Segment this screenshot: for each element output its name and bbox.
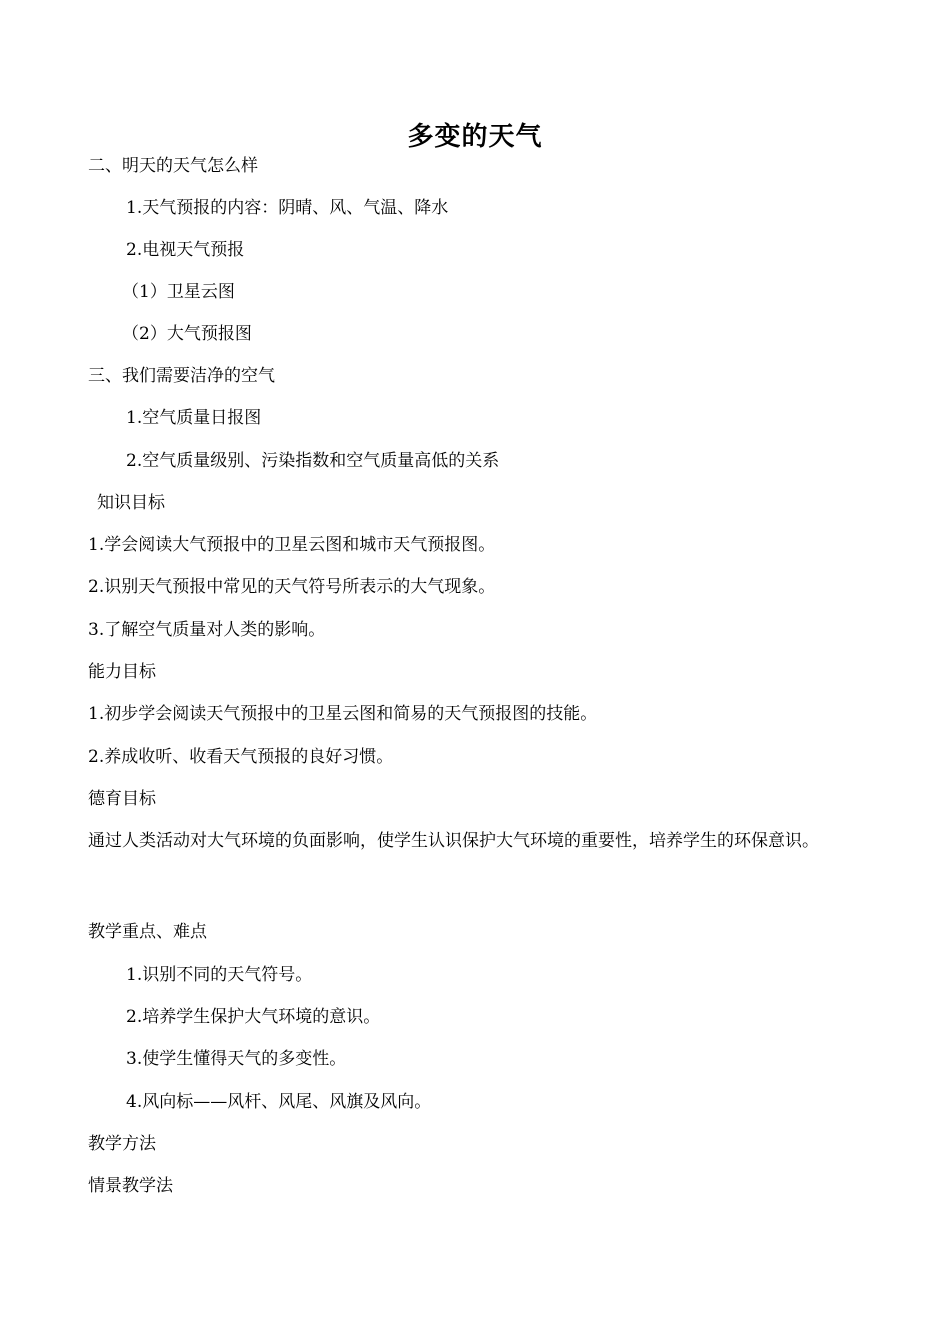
list-item: 4.风向标——风杆、风尾、风旗及风向。	[126, 1092, 432, 1112]
section-heading: 知识目标	[97, 493, 165, 513]
list-item: 3.使学生懂得天气的多变性。	[126, 1049, 347, 1069]
paragraph: 通过人类活动对大气环境的负面影响，使学生认识保护大气环境的重要性，培养学生的环保意识。	[88, 831, 819, 851]
list-item: 1.天气预报的内容：阴晴、风、气温、降水	[126, 198, 449, 218]
section-heading: 德育目标	[88, 789, 156, 809]
sub-list-item: （1）卫星云图	[122, 282, 235, 302]
document-title: 多变的天气	[407, 122, 543, 152]
section-heading: 能力目标	[88, 662, 156, 682]
list-item: 2.识别天气预报中常见的天气符号所表示的大气现象。	[88, 577, 496, 597]
body-text: 情景教学法	[88, 1176, 173, 1196]
list-item: 2.电视天气预报	[126, 240, 245, 260]
list-item: 1.初步学会阅读天气预报中的卫星云图和简易的天气预报图的技能。	[88, 704, 598, 724]
section-heading: 教学重点、难点	[88, 922, 207, 942]
sub-list-item: （2）大气预报图	[122, 324, 252, 344]
list-item: 2.培养学生保护大气环境的意识。	[126, 1007, 381, 1027]
list-item: 1.学会阅读大气预报中的卫星云图和城市天气预报图。	[88, 535, 496, 555]
section-heading: 二、明天的天气怎么样	[88, 156, 258, 176]
list-item: 2.空气质量级别、污染指数和空气质量高低的关系	[126, 451, 500, 471]
list-item: 2.养成收听、收看天气预报的良好习惯。	[88, 747, 394, 767]
list-item: 3.了解空气质量对人类的影响。	[88, 620, 326, 640]
list-item: 1.识别不同的天气符号。	[126, 965, 313, 985]
section-heading: 三、我们需要洁净的空气	[88, 366, 275, 386]
list-item: 1.空气质量日报图	[126, 408, 262, 428]
section-heading: 教学方法	[88, 1134, 156, 1154]
